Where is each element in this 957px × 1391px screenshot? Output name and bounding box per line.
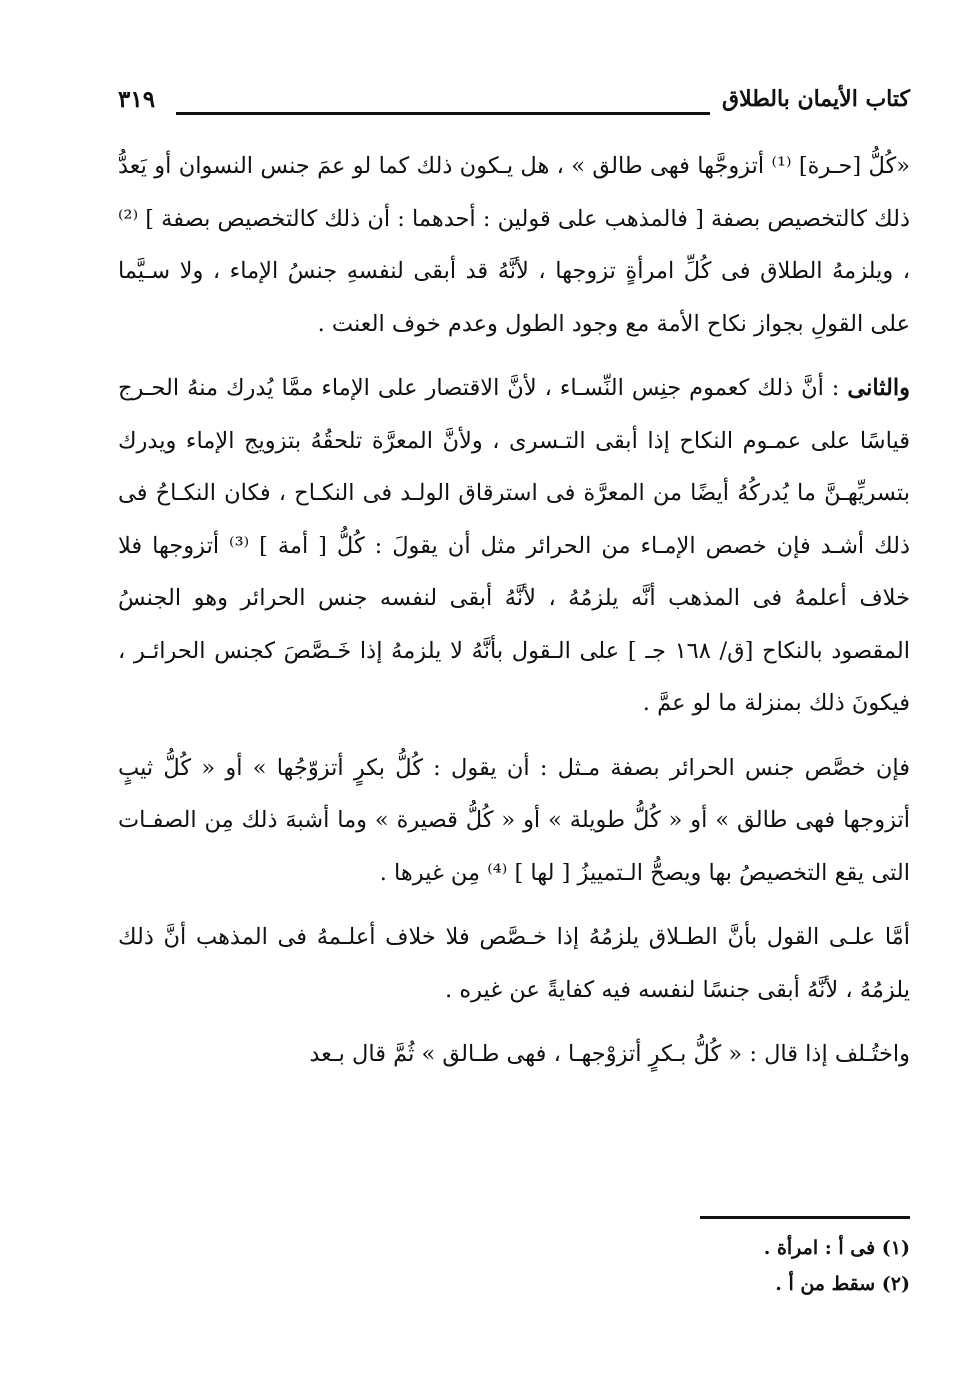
paragraph — [118, 1028, 910, 1081]
paragraph — [118, 911, 910, 1016]
paragraph-lead: والثانى — [847, 375, 910, 401]
paragraph-text: فإن خصَّص جنس الحرائر بصفة مـثل : أن يقول : كُلُّ بكرٍ أتزوّجُها » أو « كُلُّ ثيبٍ أتزوجها فهى طالق » أو « كُلُّ طويلة » أو « كُلُّ قصيرة » وما أشبهَ ذلك مِن الصفـات التى يقع التخصيصُ بها ويصحُّ الـتمييزُ [ لها ] ⁽⁴⁾ مِن غيرها . — [118, 754, 910, 886]
footnotes — [500, 1230, 910, 1302]
paragraph — [118, 140, 910, 350]
footnote-rule — [700, 1216, 910, 1219]
paragraph-text: «كُلُّ [حـرة] ⁽¹⁾ أتزوجَّها فهى طالق » ، هل يـكون ذلك كما لو عمَ جنس النسوان أو يَعدُّ ذلك كالتخصيص بصفة [ فالمذهب على قولين : أحدهما : أن ذلك كالتخصيص بصفة ] ⁽²⁾ ، ويلزمهُ الطلاق فى كُلِّ امرأةٍ تزوجها ، لأنَّهُ قد أبقى لنفسهِ جنسُ الإماء ، ولا سـيَّما على القولِ بجواز نكاح الأمة مع وجود الطول وعدم خوف العنت . — [118, 153, 910, 337]
paragraph-text: : أنَّ ذلك كعموم جنِس النِّسـاء ، لأنَّ الاقتصار على الإماء ممَّا يُدرك منهُ الحـرج قياسًا على عمـوم النكاح إذا أبقى التـسرى ، ولأنَّ المعرَّة تلحقُهُ بتزويج الإماء ويدرك بتسريِّهـنَّ ما يُدركُهُ أيضًا من المعرَّة فى استرقاق الولـد فى النكـاح ، فكان النكـاحُ فى ذلك أشـد فإن خصص الإمـاء من الحرائر مثل أن يقولَ : كُلُّ [ أمة ] ⁽³⁾ أتزوجها فلا خلاف أعلمهُ فى المذهب أنَّه يلزمُهُ ، لأنَّهُ أبقى لنفسه جنس الحرائر وهو الجنسُ المقصود بالنكاح [ق/ ١٦٨ جـ ] على الـقول بأنَّهُ لا يلزمهُ إذا خَـصَّصَ كجنس الحرائـر ، فيكونَ ذلك بمنزلة ما لو عمَّ . — [118, 375, 910, 716]
footnote: (٢) سقط من أ . — [775, 1273, 910, 1295]
paragraph — [118, 742, 910, 900]
paragraph — [118, 362, 910, 730]
header-rule — [176, 112, 710, 115]
paragraph-text: أمَّا علـى القول بأنَّ الطـلاق يلزمُهُ إذا خـصَّص فلا خلاف أعلـمهُ فى المذهب أنَّ ذلك يلزمُهُ ، لأنَّهُ أبقى جنسًا لنفسه فيه كفايةً عن غيره . — [118, 924, 910, 1003]
page-number: ٣١٩ — [118, 86, 156, 113]
footnote: (١) فى أ : امرأة . — [763, 1237, 910, 1259]
paragraph-text: واختُـلف إذا قال : « كُلُّ بـكرٍ أتزوْجهـا ، فهى طـالق » ثُمَّ قال بـعد — [309, 1041, 910, 1067]
running-header — [118, 86, 910, 126]
running-title: كتاب الأيمان بالطلاق — [722, 86, 910, 112]
main-text — [118, 140, 910, 1081]
